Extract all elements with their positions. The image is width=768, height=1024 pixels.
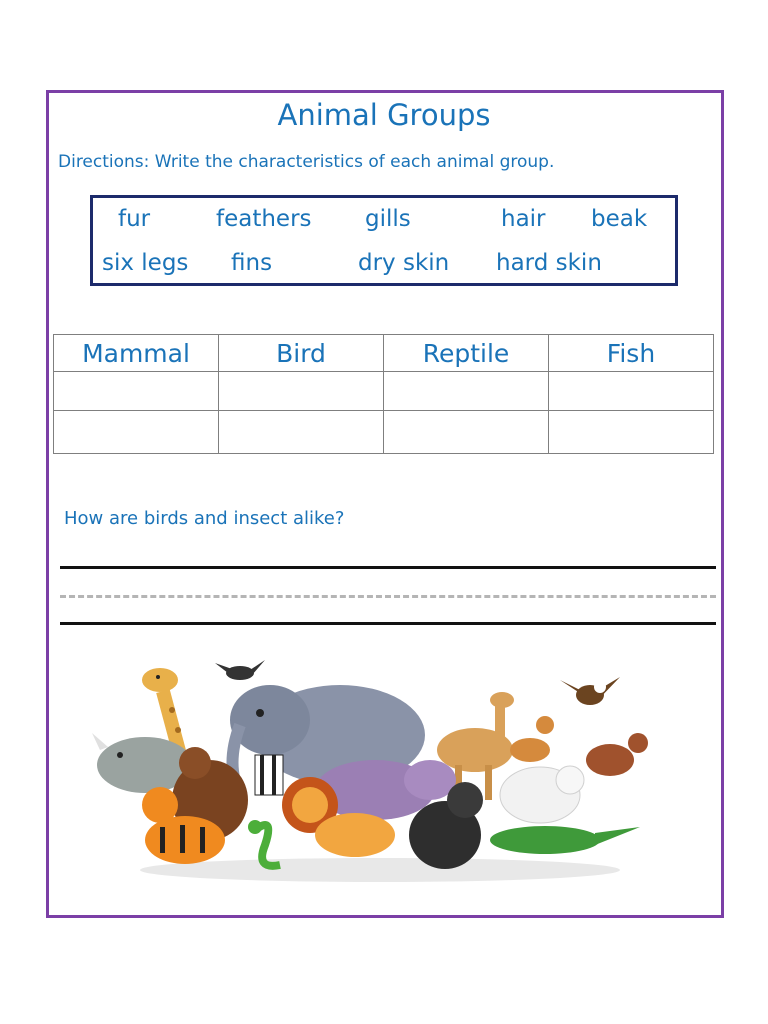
polar-bear-icon (500, 766, 584, 823)
answer-cell[interactable] (549, 411, 714, 454)
word-bank-item: dry skin (358, 250, 450, 276)
word-bank-item: hair (501, 206, 546, 232)
eagle-icon (560, 677, 620, 705)
word-bank-item: beak (591, 206, 648, 232)
animals-illustration (90, 655, 670, 885)
kangaroo-icon (586, 733, 648, 776)
deer-icon (510, 716, 554, 762)
answer-cell[interactable] (384, 372, 549, 411)
header-reptile: Reptile (384, 335, 549, 372)
writing-line-bottom[interactable] (60, 622, 716, 625)
answer-cell[interactable] (384, 411, 549, 454)
word-bank (90, 195, 678, 286)
word-bank-item: gills (365, 206, 411, 232)
header-mammal: Mammal (54, 335, 219, 372)
header-fish: Fish (549, 335, 714, 372)
answer-cell[interactable] (54, 372, 219, 411)
answer-cell[interactable] (219, 372, 384, 411)
zebra-icon (255, 755, 283, 795)
word-bank-item: six legs (102, 250, 189, 276)
writing-line-top[interactable] (60, 566, 716, 569)
table-row (54, 372, 714, 411)
word-bank-item: fins (231, 250, 273, 276)
table-row (54, 411, 714, 454)
page-title: Animal Groups (277, 98, 491, 132)
word-bank-item: hard skin (496, 250, 602, 276)
bird-icon (215, 660, 265, 680)
table-header-row (54, 335, 714, 372)
word-bank-item: fur (118, 206, 151, 232)
writing-line-midline (60, 595, 716, 598)
crocodile-icon (490, 826, 640, 854)
snake-icon (248, 820, 280, 866)
directions-text: Directions: Write the characteristics of each animal group. (58, 152, 555, 172)
question-text: How are birds and insect alike? (64, 508, 345, 529)
header-bird: Bird (219, 335, 384, 372)
answer-cell[interactable] (549, 372, 714, 411)
answer-cell[interactable] (54, 411, 219, 454)
animal-groups-table (53, 334, 714, 454)
word-bank-item: feathers (216, 206, 312, 232)
answer-cell[interactable] (219, 411, 384, 454)
